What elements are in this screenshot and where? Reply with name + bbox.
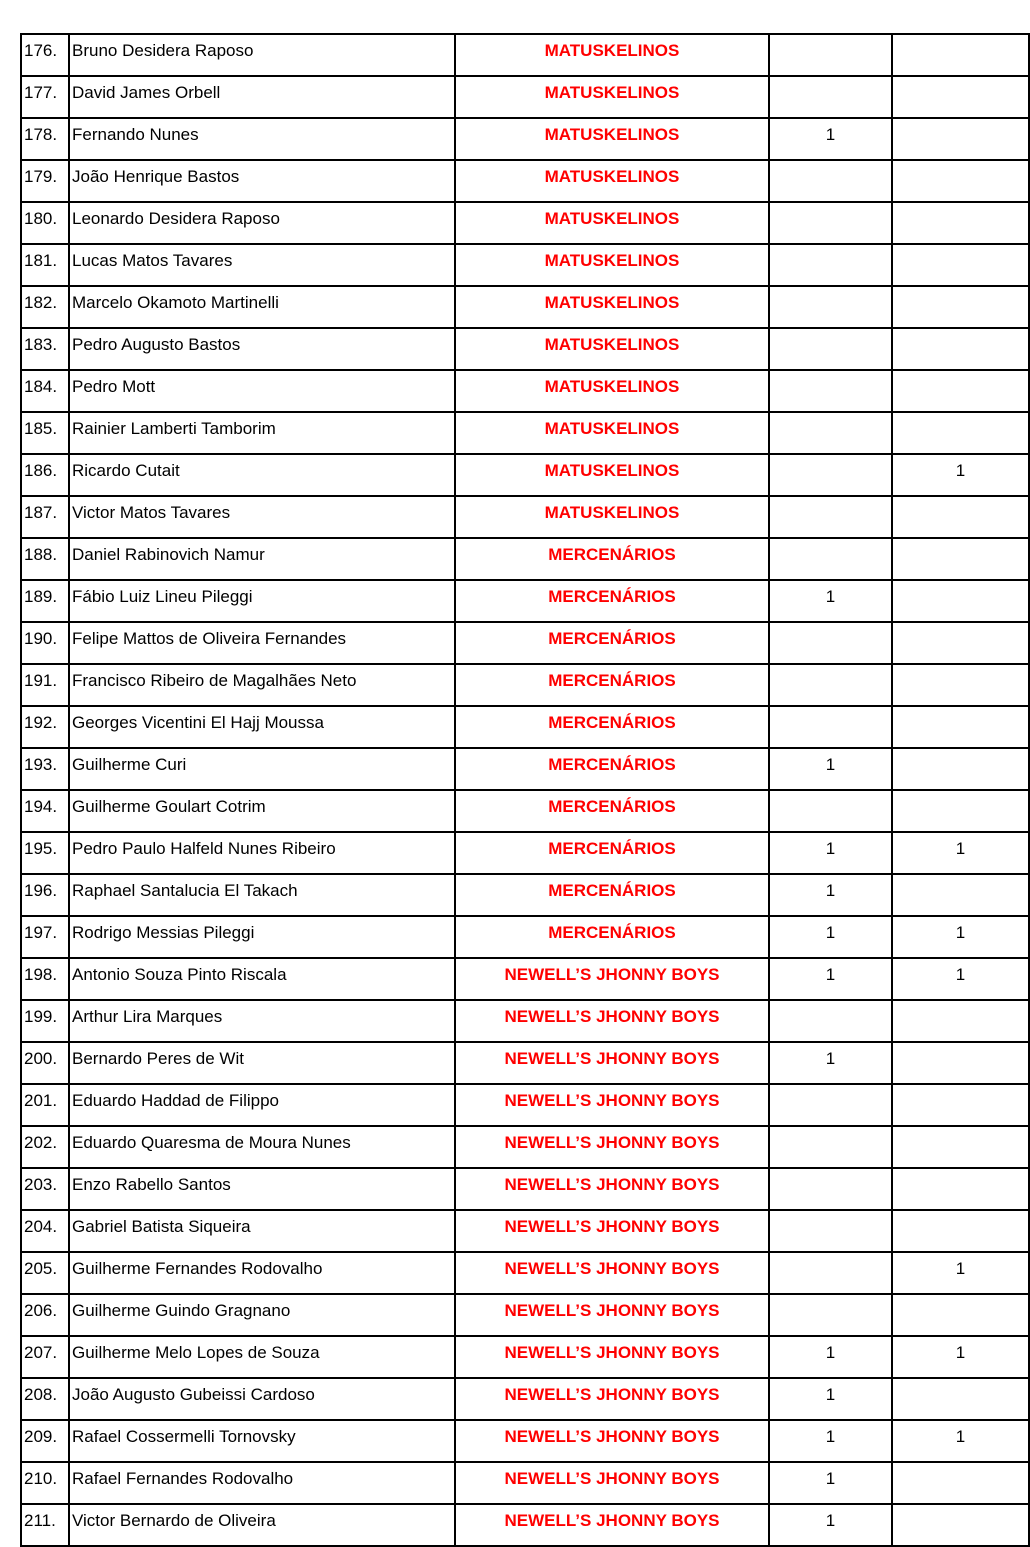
table-row <box>21 160 1029 202</box>
table-row <box>21 1336 1029 1378</box>
count-col-2 <box>892 34 1029 76</box>
count-col-2 <box>892 76 1029 118</box>
count-col-1 <box>769 496 892 538</box>
count-col-2 <box>892 748 1029 790</box>
player-name: Felipe Mattos de Oliveira Fernandes <box>69 622 455 664</box>
count-col-2 <box>892 244 1029 286</box>
count-col-1: 1 <box>769 1504 892 1546</box>
team-name: NEWELL’S JHONNY BOYS <box>455 1252 769 1294</box>
table-row <box>21 76 1029 118</box>
count-col-2: 1 <box>892 1252 1029 1294</box>
count-col-1: 1 <box>769 1420 892 1462</box>
team-name: MERCENÁRIOS <box>455 916 769 958</box>
team-name: NEWELL’S JHONNY BOYS <box>455 958 769 1000</box>
table-row <box>21 412 1029 454</box>
player-name: Gabriel Batista Siqueira <box>69 1210 455 1252</box>
player-name: Fábio Luiz Lineu Pileggi <box>69 580 455 622</box>
count-col-2 <box>892 664 1029 706</box>
player-name: Lucas Matos Tavares <box>69 244 455 286</box>
count-col-1 <box>769 370 892 412</box>
count-col-1 <box>769 664 892 706</box>
team-name: MERCENÁRIOS <box>455 790 769 832</box>
row-number: 193. <box>21 748 69 790</box>
table-row <box>21 34 1029 76</box>
count-col-1 <box>769 538 892 580</box>
team-name: NEWELL’S JHONNY BOYS <box>455 1210 769 1252</box>
count-col-1 <box>769 454 892 496</box>
team-name: NEWELL’S JHONNY BOYS <box>455 1294 769 1336</box>
row-number: 203. <box>21 1168 69 1210</box>
row-number: 177. <box>21 76 69 118</box>
table-row <box>21 664 1029 706</box>
team-name: MERCENÁRIOS <box>455 664 769 706</box>
row-number: 190. <box>21 622 69 664</box>
table-row <box>21 454 1029 496</box>
count-col-1 <box>769 1126 892 1168</box>
player-name: Eduardo Quaresma de Moura Nunes <box>69 1126 455 1168</box>
count-col-2 <box>892 202 1029 244</box>
team-name: MATUSKELINOS <box>455 328 769 370</box>
player-name: João Henrique Bastos <box>69 160 455 202</box>
row-number: 196. <box>21 874 69 916</box>
table-row <box>21 1210 1029 1252</box>
count-col-1: 1 <box>769 118 892 160</box>
count-col-2 <box>892 538 1029 580</box>
count-col-1 <box>769 76 892 118</box>
player-name: Pedro Mott <box>69 370 455 412</box>
team-name: MATUSKELINOS <box>455 76 769 118</box>
count-col-2: 1 <box>892 916 1029 958</box>
count-col-2: 1 <box>892 1420 1029 1462</box>
player-name: Guilherme Goulart Cotrim <box>69 790 455 832</box>
count-col-2 <box>892 118 1029 160</box>
row-number: 187. <box>21 496 69 538</box>
player-name: Rainier Lamberti Tamborim <box>69 412 455 454</box>
count-col-1: 1 <box>769 1042 892 1084</box>
team-name: MATUSKELINOS <box>455 34 769 76</box>
player-name: Guilherme Melo Lopes de Souza <box>69 1336 455 1378</box>
count-col-1 <box>769 1210 892 1252</box>
team-name: NEWELL’S JHONNY BOYS <box>455 1168 769 1210</box>
table-row <box>21 832 1029 874</box>
count-col-1 <box>769 286 892 328</box>
player-name: Guilherme Guindo Gragnano <box>69 1294 455 1336</box>
player-name: Victor Bernardo de Oliveira <box>69 1504 455 1546</box>
row-number: 184. <box>21 370 69 412</box>
player-name: Eduardo Haddad de Filippo <box>69 1084 455 1126</box>
team-name: MATUSKELINOS <box>455 202 769 244</box>
count-col-2 <box>892 580 1029 622</box>
count-col-1 <box>769 328 892 370</box>
player-name: Victor Matos Tavares <box>69 496 455 538</box>
table-row <box>21 580 1029 622</box>
count-col-1: 1 <box>769 748 892 790</box>
row-number: 185. <box>21 412 69 454</box>
count-col-2 <box>892 370 1029 412</box>
team-name: NEWELL’S JHONNY BOYS <box>455 1378 769 1420</box>
team-name: NEWELL’S JHONNY BOYS <box>455 1126 769 1168</box>
count-col-2 <box>892 1126 1029 1168</box>
table-row <box>21 286 1029 328</box>
row-number: 205. <box>21 1252 69 1294</box>
table-row <box>21 1126 1029 1168</box>
count-col-1 <box>769 34 892 76</box>
count-col-2 <box>892 1000 1029 1042</box>
row-number: 192. <box>21 706 69 748</box>
team-name: MATUSKELINOS <box>455 244 769 286</box>
count-col-1: 1 <box>769 832 892 874</box>
count-col-2 <box>892 1504 1029 1546</box>
row-number: 189. <box>21 580 69 622</box>
count-col-2 <box>892 1462 1029 1504</box>
count-col-1 <box>769 1084 892 1126</box>
player-name: Bernardo Peres de Wit <box>69 1042 455 1084</box>
team-name: MATUSKELINOS <box>455 496 769 538</box>
player-name: Guilherme Fernandes Rodovalho <box>69 1252 455 1294</box>
table-row <box>21 202 1029 244</box>
count-col-2 <box>892 1168 1029 1210</box>
player-name: Rafael Cossermelli Tornovsky <box>69 1420 455 1462</box>
player-name: Arthur Lira Marques <box>69 1000 455 1042</box>
row-number: 191. <box>21 664 69 706</box>
table-row <box>21 1294 1029 1336</box>
player-name: Pedro Augusto Bastos <box>69 328 455 370</box>
player-name: Georges Vicentini El Hajj Moussa <box>69 706 455 748</box>
count-col-2: 1 <box>892 454 1029 496</box>
count-col-2 <box>892 412 1029 454</box>
count-col-2 <box>892 328 1029 370</box>
row-number: 197. <box>21 916 69 958</box>
count-col-1 <box>769 412 892 454</box>
table-row <box>21 1252 1029 1294</box>
count-col-1: 1 <box>769 580 892 622</box>
table-row <box>21 916 1029 958</box>
table-row <box>21 748 1029 790</box>
player-name: Rodrigo Messias Pileggi <box>69 916 455 958</box>
player-name: Leonardo Desidera Raposo <box>69 202 455 244</box>
team-name: MERCENÁRIOS <box>455 748 769 790</box>
count-col-2 <box>892 160 1029 202</box>
count-col-1 <box>769 1294 892 1336</box>
count-col-1 <box>769 1168 892 1210</box>
table-row <box>21 118 1029 160</box>
table-row <box>21 1084 1029 1126</box>
row-number: 176. <box>21 34 69 76</box>
team-name: MERCENÁRIOS <box>455 706 769 748</box>
player-name: Ricardo Cutait <box>69 454 455 496</box>
row-number: 198. <box>21 958 69 1000</box>
row-number: 208. <box>21 1378 69 1420</box>
table-row <box>21 1042 1029 1084</box>
table-row <box>21 496 1029 538</box>
team-name: MERCENÁRIOS <box>455 832 769 874</box>
team-name: MERCENÁRIOS <box>455 622 769 664</box>
table-row <box>21 874 1029 916</box>
player-name: Guilherme Curi <box>69 748 455 790</box>
count-col-1: 1 <box>769 916 892 958</box>
row-number: 181. <box>21 244 69 286</box>
row-number: 202. <box>21 1126 69 1168</box>
team-name: NEWELL’S JHONNY BOYS <box>455 1042 769 1084</box>
count-col-1: 1 <box>769 1462 892 1504</box>
row-number: 183. <box>21 328 69 370</box>
count-col-1 <box>769 1000 892 1042</box>
player-name: Francisco Ribeiro de Magalhães Neto <box>69 664 455 706</box>
table-row <box>21 370 1029 412</box>
count-col-2 <box>892 1210 1029 1252</box>
count-col-2: 1 <box>892 1336 1029 1378</box>
table-row <box>21 1168 1029 1210</box>
table-row <box>21 1420 1029 1462</box>
row-number: 211. <box>21 1504 69 1546</box>
team-name: NEWELL’S JHONNY BOYS <box>455 1420 769 1462</box>
table-row <box>21 706 1029 748</box>
row-number: 179. <box>21 160 69 202</box>
team-name: NEWELL’S JHONNY BOYS <box>455 1336 769 1378</box>
player-name: Bruno Desidera Raposo <box>69 34 455 76</box>
player-name: João Augusto Gubeissi Cardoso <box>69 1378 455 1420</box>
table-body <box>21 34 1029 1546</box>
row-number: 204. <box>21 1210 69 1252</box>
player-name: Antonio Souza Pinto Riscala <box>69 958 455 1000</box>
count-col-1: 1 <box>769 958 892 1000</box>
row-number: 186. <box>21 454 69 496</box>
table-row <box>21 1462 1029 1504</box>
team-name: MATUSKELINOS <box>455 454 769 496</box>
row-number: 210. <box>21 1462 69 1504</box>
count-col-2 <box>892 1084 1029 1126</box>
count-col-1 <box>769 1252 892 1294</box>
count-col-1 <box>769 622 892 664</box>
player-name: David James Orbell <box>69 76 455 118</box>
count-col-2 <box>892 622 1029 664</box>
row-number: 209. <box>21 1420 69 1462</box>
player-name: Enzo Rabello Santos <box>69 1168 455 1210</box>
team-name: MATUSKELINOS <box>455 286 769 328</box>
row-number: 206. <box>21 1294 69 1336</box>
row-number: 180. <box>21 202 69 244</box>
row-number: 195. <box>21 832 69 874</box>
count-col-1 <box>769 244 892 286</box>
row-number: 200. <box>21 1042 69 1084</box>
team-name: NEWELL’S JHONNY BOYS <box>455 1000 769 1042</box>
team-name: NEWELL’S JHONNY BOYS <box>455 1084 769 1126</box>
count-col-2 <box>892 286 1029 328</box>
roster-table <box>20 33 1030 1547</box>
count-col-1: 1 <box>769 874 892 916</box>
table-row <box>21 958 1029 1000</box>
count-col-1: 1 <box>769 1378 892 1420</box>
count-col-2 <box>892 1378 1029 1420</box>
count-col-2: 1 <box>892 832 1029 874</box>
team-name: MERCENÁRIOS <box>455 874 769 916</box>
count-col-2 <box>892 706 1029 748</box>
count-col-2 <box>892 874 1029 916</box>
team-name: MATUSKELINOS <box>455 160 769 202</box>
table-row <box>21 1378 1029 1420</box>
row-number: 199. <box>21 1000 69 1042</box>
row-number: 207. <box>21 1336 69 1378</box>
player-name: Daniel Rabinovich Namur <box>69 538 455 580</box>
table-row <box>21 1000 1029 1042</box>
player-name: Fernando Nunes <box>69 118 455 160</box>
count-col-2 <box>892 1294 1029 1336</box>
count-col-1 <box>769 706 892 748</box>
row-number: 188. <box>21 538 69 580</box>
table-row <box>21 1504 1029 1546</box>
team-name: NEWELL’S JHONNY BOYS <box>455 1462 769 1504</box>
count-col-1 <box>769 790 892 832</box>
count-col-1: 1 <box>769 1336 892 1378</box>
team-name: MERCENÁRIOS <box>455 580 769 622</box>
team-name: NEWELL’S JHONNY BOYS <box>455 1504 769 1546</box>
table-row <box>21 538 1029 580</box>
row-number: 194. <box>21 790 69 832</box>
count-col-2 <box>892 790 1029 832</box>
team-name: MATUSKELINOS <box>455 370 769 412</box>
player-name: Pedro Paulo Halfeld Nunes Ribeiro <box>69 832 455 874</box>
team-name: MERCENÁRIOS <box>455 538 769 580</box>
count-col-1 <box>769 160 892 202</box>
count-col-2 <box>892 496 1029 538</box>
table-row <box>21 244 1029 286</box>
table-row <box>21 790 1029 832</box>
row-number: 201. <box>21 1084 69 1126</box>
player-name: Marcelo Okamoto Martinelli <box>69 286 455 328</box>
table-row <box>21 622 1029 664</box>
row-number: 182. <box>21 286 69 328</box>
table-row <box>21 328 1029 370</box>
team-name: MATUSKELINOS <box>455 412 769 454</box>
row-number: 178. <box>21 118 69 160</box>
count-col-2: 1 <box>892 958 1029 1000</box>
count-col-1 <box>769 202 892 244</box>
team-name: MATUSKELINOS <box>455 118 769 160</box>
player-name: Raphael Santalucia El Takach <box>69 874 455 916</box>
count-col-2 <box>892 1042 1029 1084</box>
player-name: Rafael Fernandes Rodovalho <box>69 1462 455 1504</box>
